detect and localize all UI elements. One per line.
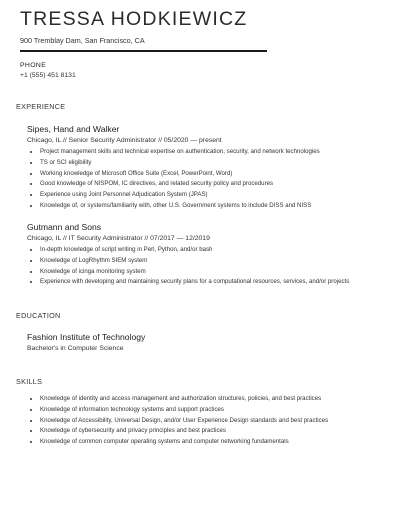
list-item: • In-depth knowledge of script writing in Perl, Python, and/or bash [40, 245, 349, 256]
education-section-title: EDUCATION [16, 311, 61, 320]
list-item: • Knowledge of cybersecurity and privacy principles and best practices [40, 426, 328, 437]
list-item: • Knowledge of LogRhythm SIEM system [40, 256, 349, 267]
skills-section-title: SKILLS [16, 377, 43, 386]
phone-number: +1 (555) 451 8131 [20, 72, 76, 79]
list-item: • TS or SCI eligibility [40, 158, 320, 169]
skills-list [30, 394, 328, 448]
phone-label: PHONE [20, 62, 47, 69]
job-meta: Chicago, IL // Senior Security Administrator // 05/2020 — present [27, 137, 222, 144]
education-degree: Bachelor's in Computer Science [27, 345, 124, 352]
job-meta: Chicago, IL // IT Security Administrator // 07/2017 — 12/2019 [27, 235, 210, 242]
list-item: • Knowledge of information technology systems and support practices [40, 405, 328, 416]
job-bullet-list [30, 147, 320, 212]
list-item: • Working knowledge of Microsoft Office Suite (Excel, PowerPoint, Word) [40, 169, 320, 180]
candidate-address: 900 Tremblay Dam, San Francisco, CA [20, 36, 145, 45]
job-company: Gutmann and Sons [27, 222, 102, 232]
list-item: • Knowledge of common computer operating systems and computer networking fundamentals [40, 437, 328, 448]
education-school: Fashion Institute of Technology [27, 332, 146, 342]
list-item: • Experience with developing and maintaining security plans for a computational resources, services, and/or projects [40, 277, 349, 288]
list-item: • Knowledge of Accessibility, Universal Design, and/or User Experience Design standards and best practices [40, 416, 328, 427]
job-bullet-list [30, 245, 349, 288]
list-item: • Project management skills and technical expertise on authentication, security, and network technologies [40, 147, 320, 158]
list-item: • Experience using Joint Personnel Adjudication System (JPAS) [40, 190, 320, 201]
header-divider [20, 50, 267, 52]
list-item: • Good knowledge of NISPOM, IC directives, and related security policy and procedures [40, 179, 320, 190]
job-company: Sipes, Hand and Walker [27, 124, 120, 134]
list-item: • Knowledge of, or systems/familiarity with, other U.S. Government systems to include DISS and NISS [40, 201, 320, 212]
list-item: • Knowledge of identity and access management and authorization structures, policies, and best practices [40, 394, 328, 405]
experience-section-title: EXPERIENCE [16, 102, 66, 111]
candidate-name: TRESSA HODKIEWICZ [20, 8, 248, 30]
list-item: • Knowledge of icinga monitoring system [40, 267, 349, 278]
